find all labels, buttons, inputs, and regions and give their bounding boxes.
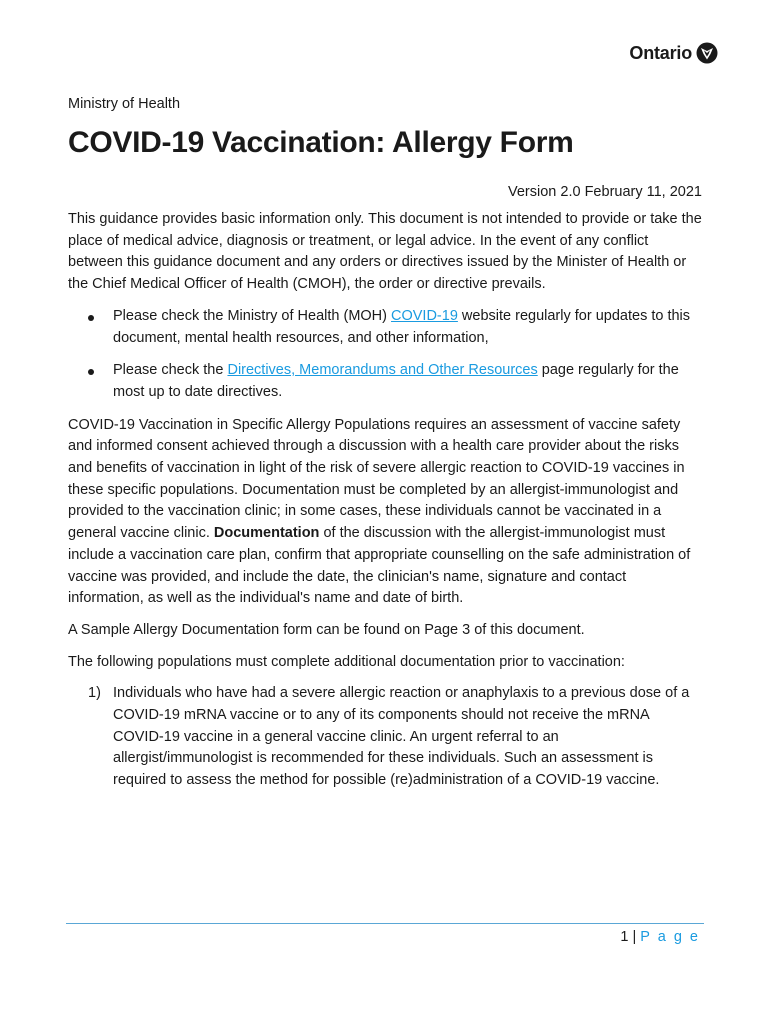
sample-form-note: A Sample Allergy Documentation form can be found on Page 3 of this document. — [68, 621, 585, 638]
bullet-text: website regularly for updates to this document, mental health resources, and other information, — [113, 307, 691, 346]
paragraph-text: COVID-19 Vaccination in Specific Allergy Populations requires an assessment of vaccine safety and informed consent achieved through a discussion with a health care provider about the risks and benefits of vaccination in light of the risk of severe allergic reaction to COVID-19 vaccines in these specific populations. Documentation must be completed by an allergist-immunologist and provided to the vaccination clinic; in some cases, these individuals cannot be vaccinated in a general vaccine clinic. — [68, 416, 685, 542]
document-page — [68, 96, 702, 792]
populations-intro: The following populations must complete additional documentation prior to vaccination: — [68, 653, 625, 670]
bullet-item — [68, 306, 702, 349]
item-number: 1) — [88, 685, 101, 702]
intro-paragraph: This guidance provides basic information only. This document is not intended to provide or take the place of medical advice, diagnosis or treatment, or legal advice. In the event of any conflict between this guidance document and any orders or directives issued by the Minister of Health or the Chief Medical Officer of Health (CMOH), the order or directive prevails. — [68, 211, 702, 293]
logo-text: Ontario — [629, 42, 692, 63]
item-text: Individuals who have had a severe allergic reaction or anaphylaxis to a previous dose of a COVID-19 mRNA vaccine or to any of its components should not receive the mRNA COVID-19 vaccine in a general vaccine clinic. An urgent referral to an allergist/immunologist is recommended for these individuals. Such an assessment is required to assess the method for possible (re)administration of a COVID-19 vaccine. — [113, 685, 690, 789]
bullet-text: Please check the — [113, 362, 228, 379]
ontario-logo — [629, 42, 718, 64]
covid19-link[interactable]: COVID-19 — [391, 307, 458, 324]
page-number: 1 — [620, 929, 629, 945]
bullet-list — [68, 306, 702, 404]
numbered-list — [68, 683, 702, 792]
trillium-icon — [696, 42, 718, 64]
allergy-populations-paragraph — [68, 415, 702, 610]
document-title: COVID-19 Vaccination: Allergy Form — [68, 126, 574, 159]
version-date: Version 2.0 February 11, 2021 — [508, 184, 702, 200]
paragraph-text: of the discussion with the allergist-immunologist must include a vaccination care plan, confirm that appropriate counselling on the safe administration of vaccine was provided, and include the date, the clinician's name, signature and contact information, as well as the individual's name and date of birth. — [68, 525, 691, 607]
documentation-bold: Documentation — [213, 525, 320, 542]
footer-divider — [66, 923, 704, 924]
bullet-item — [68, 360, 702, 403]
page-separator: | — [632, 929, 637, 945]
bullet-text: Please check the Ministry of Health (MOH) — [113, 307, 392, 324]
page-footer — [620, 929, 700, 945]
numbered-item — [68, 683, 702, 792]
bullet-dot — [88, 369, 94, 375]
ministry-label: Ministry of Health — [68, 96, 181, 112]
bullet-text: page regularly for the most up to date directives. — [113, 362, 679, 400]
bullet-dot — [88, 315, 94, 321]
page-label: P a g e — [640, 929, 700, 945]
directives-link[interactable]: Directives, Memorandums and Other Resources — [227, 362, 538, 379]
